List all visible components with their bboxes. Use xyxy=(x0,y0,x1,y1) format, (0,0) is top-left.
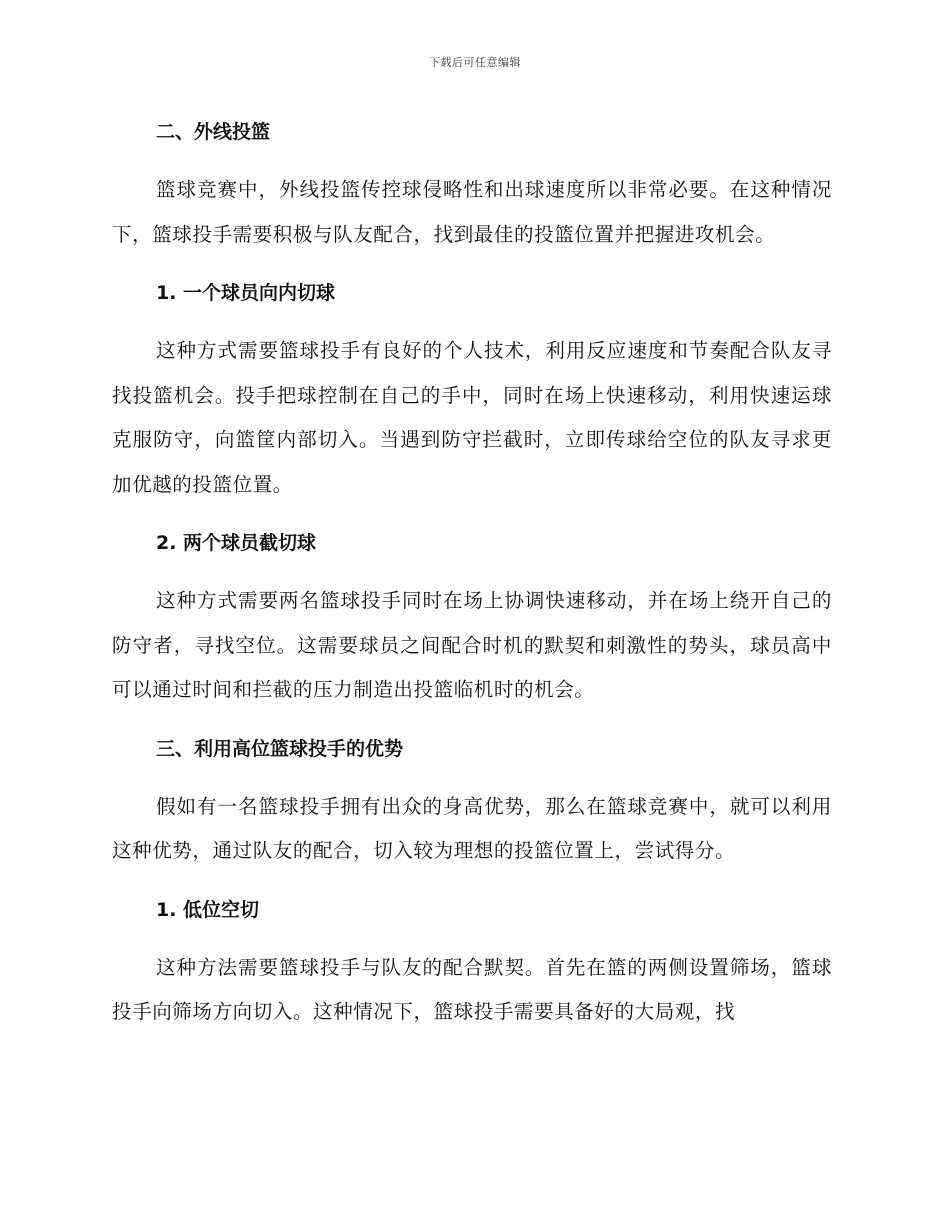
subheading-one-player-cut: 1. 一个球员向内切球 xyxy=(156,282,336,304)
paragraph-low-post-cut: 这种方法需要篮球投手与队友的配合默契。首先在篮的两侧设置筛场，篮球投手向筛场方向切入。这种情况下，篮球投手需要具备好的大局观，找 xyxy=(112,955,832,1023)
paragraph-two-player-cut: 这种方式需要两名篮球投手同时在场上协调快速移动，并在场上绕开自己的防守者，寻找空位。这需要球员之间配合时机的默契和刺激性的势头，球员高中可以通过时间和拦截的压力制造出投篮临机时的机会。 xyxy=(112,589,832,701)
paragraph-high-post: 假如有一名篮球投手拥有出众的身高优势，那么在篮球竞赛中，就可以利用这种优势，通过队友的配合，切入较为理想的投篮位置上，尝试得分。 xyxy=(112,794,832,862)
paragraph-outside-shooting: 篮球竞赛中，外线投篮传控球侵略性和出球速度所以非常必要。在这种情况下，篮球投手需要积极与队友配合，找到最佳的投篮位置并把握进攻机会。 xyxy=(112,178,832,246)
subheading-low-post-cut: 1. 低位空切 xyxy=(156,898,260,921)
page-header: 下载后可任意编辑 xyxy=(429,56,521,69)
section-heading-outside-shooting: 二、外线投篮 xyxy=(156,121,271,143)
section-heading-high-post: 三、利用高位篮球投手的优势 xyxy=(156,737,404,760)
subheading-two-player-cut: 2. 两个球员截切球 xyxy=(156,532,317,554)
document-body xyxy=(112,110,832,1035)
paragraph-one-player-cut: 这种方式需要篮球投手有良好的个人技术，利用反应速度和节奏配合队友寻找投篮机会。投手把球控制在自己的手中，同时在场上快速移动，利用快速运球克服防守，向篮筐内部切入。当遇到防守拦截时，立即传球给空位的队友寻求更加优越的投篮位置。 xyxy=(112,339,832,496)
